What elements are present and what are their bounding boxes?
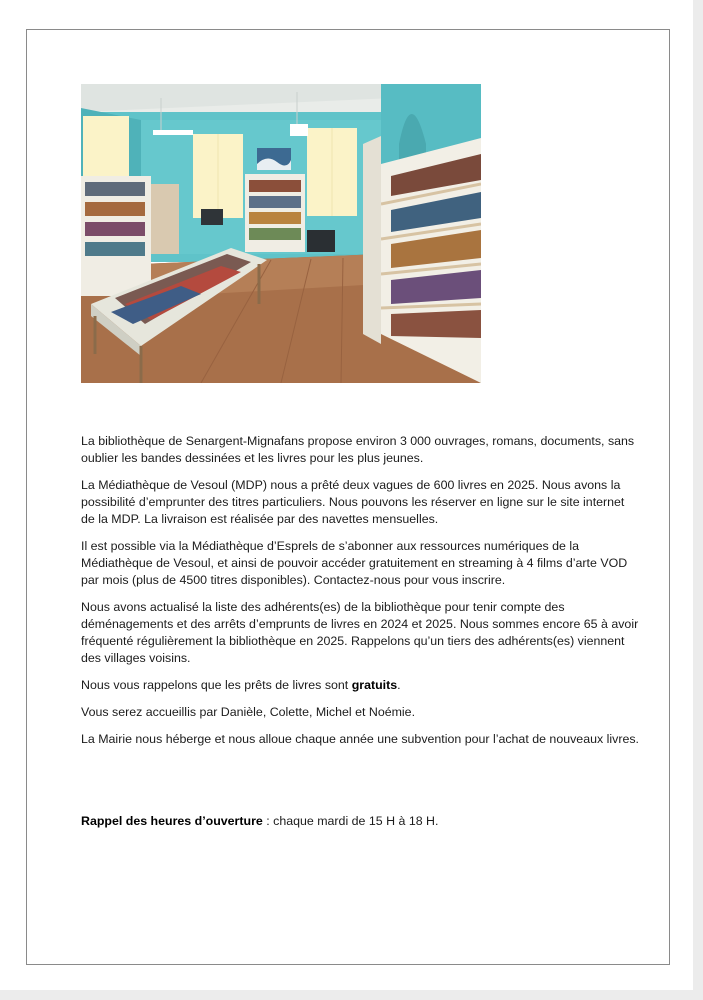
free-loans-end: . bbox=[397, 678, 401, 692]
paragraph-mdp: La Médiathèque de Vesoul (MDP) nous a prêté deux vagues de 600 livres en 2025. Nous avons la possibilité d’emprunter des titres particuliers. Nous pouvons les réserver en ligne sur le site internet de la MDP. La livraison est réalisée par des navettes mensuelles. bbox=[81, 478, 625, 526]
opening-hours-text: : chaque mardi de 15 H à 18 H. bbox=[262, 814, 439, 828]
paragraph-collection: La bibliothèque de Senargent-Mignafans propose environ 3 000 ouvrages, romans, documents, sans oublier les bandes dessinées et les livres pour les plus jeunes. bbox=[81, 434, 635, 465]
free-loans-emphasis: gratuits bbox=[351, 678, 398, 692]
paragraph-members: Nous avons actualisé la liste des adhérents(es) de la bibliothèque pour tenir compte des déménagements et des arrêts d’emprunts de livres en 2024 et 2025. Nous sommes encore 65 à avoir fréquenté régulièrement la bibliothèque en 2025. Rappelons qu’un tiers des adhérents(es) viennent des villages voisins. bbox=[81, 600, 639, 665]
body-text bbox=[81, 433, 641, 758]
library-photo bbox=[81, 84, 481, 383]
free-loans-text: Nous vous rappelons que les prêts de livres sont bbox=[81, 678, 352, 692]
paragraph-free-loans bbox=[81, 677, 641, 694]
opening-hours bbox=[81, 813, 641, 830]
paragraph-volunteers: Vous serez accueillis par Danièle, Colette, Michel et Noémie. bbox=[81, 705, 416, 719]
paragraph-town-hall: La Mairie nous héberge et nous alloue chaque année une subvention pour l’achat de nouveaux livres. bbox=[81, 732, 639, 746]
paragraph-digital-resources: Il est possible via la Médiathèque d’Esprels de s’abonner aux ressources numériques de la Médiathèque de Vesoul, et ainsi de pouvoir accéder gratuitement en streaming à 4 films d’arte VOD par mois (plus de 4500 titres disponibles). Contactez-nous pour vous inscrire. bbox=[81, 539, 628, 587]
opening-hours-label: Rappel des heures d’ouverture bbox=[81, 814, 263, 828]
